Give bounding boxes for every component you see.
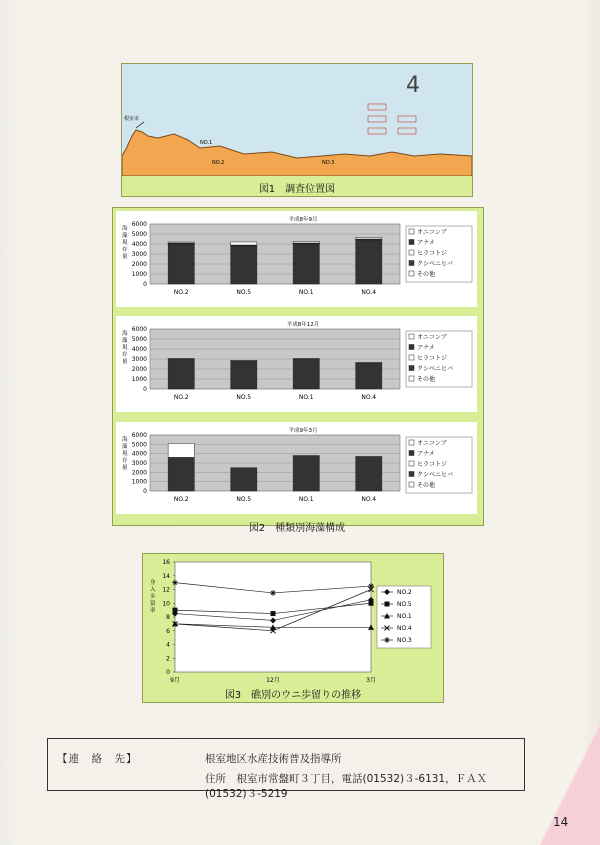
legend-swatch	[409, 366, 414, 371]
contact-address: 住所 根室市常盤町３丁目，電話(01532)３-6131，ＦＡＸ(01532)３-5219	[205, 773, 488, 800]
y-tick-label: 2000	[131, 366, 147, 373]
bar-segment	[168, 244, 194, 284]
y-tick-label: 3000	[131, 460, 147, 467]
bar-segment	[168, 242, 194, 243]
y-tick-label: 4000	[131, 346, 147, 353]
y-axis-label-char: 歩	[150, 594, 156, 600]
figure2-caption: 図2 種類別海藻構成	[248, 523, 346, 534]
y-tick-label: 12	[162, 586, 170, 594]
y-axis-label-char: 現	[122, 240, 128, 246]
bar-segment	[231, 246, 257, 284]
bar-segment	[231, 468, 257, 491]
y-axis-label-char: 海	[122, 226, 128, 232]
legend-swatch	[409, 334, 414, 339]
figure1-panel	[121, 63, 473, 197]
legend-swatch	[409, 229, 414, 234]
x-tick-label: NO.5	[236, 496, 252, 503]
legend-label: クシベニヒバ	[417, 365, 454, 373]
legend-label: NO.5	[397, 601, 412, 608]
y-axis-label-char: 現	[122, 345, 128, 351]
bar-segment	[293, 359, 319, 360]
legend-label: その他	[417, 271, 436, 278]
line-marker	[271, 611, 276, 616]
bar-chart-title: 平成9年3月	[288, 428, 318, 434]
legend-label: アナメ	[417, 344, 435, 352]
legend-label: その他	[417, 482, 436, 489]
x-tick-label: NO.2	[173, 496, 189, 503]
survey-location-map	[122, 64, 472, 176]
legend-swatch	[409, 271, 414, 276]
legend-label: ヒラコトジ	[417, 355, 448, 362]
x-tick-label: NO.4	[361, 394, 377, 401]
x-tick-label: NO.5	[236, 394, 252, 401]
legend-swatch	[409, 345, 414, 350]
y-axis-label-char: 量	[122, 465, 128, 471]
x-tick-label: 9月	[170, 677, 180, 684]
x-tick-label: NO.1	[298, 289, 314, 296]
y-tick-label: 8	[166, 614, 170, 621]
legend-label: クシベニヒバ	[417, 471, 454, 479]
y-tick-label: 6000	[131, 432, 147, 439]
legend-label: アナメ	[417, 450, 435, 458]
bar-segment	[293, 242, 319, 244]
bar-segment	[293, 244, 319, 284]
y-tick-label: 1000	[131, 478, 147, 486]
contact-label: 【連 絡 先】	[57, 753, 138, 765]
y-tick-label: 16	[162, 559, 170, 566]
map-label-no2: NO.2	[212, 160, 225, 166]
y-axis-label-char: 率	[150, 608, 156, 614]
y-tick-label: 3000	[131, 356, 147, 363]
legend-label: その他	[417, 376, 436, 383]
figure3-caption: 図3 礁別のウニ歩留りの推移	[224, 690, 362, 701]
bar-segment	[356, 238, 382, 240]
bar-segment	[231, 361, 257, 362]
x-tick-label: NO.4	[361, 496, 377, 503]
y-tick-label: 4000	[131, 450, 147, 458]
x-tick-label: NO.5	[236, 289, 252, 296]
bar-chart-3	[116, 422, 477, 514]
y-tick-label: 5000	[131, 441, 147, 449]
legend-swatch	[409, 451, 414, 456]
map-label-no3: NO.3	[322, 160, 335, 166]
bar-chart-2	[116, 316, 477, 412]
y-axis-label-char: 身	[150, 580, 156, 586]
y-tick-label: 0	[166, 669, 170, 676]
y-axis-label-char: 藻	[122, 233, 128, 239]
legend-swatch	[409, 355, 414, 360]
legend-label: オニコンブ	[417, 334, 447, 341]
bar-segment	[168, 457, 194, 491]
y-tick-label: 1000	[131, 271, 147, 278]
bar-chart-panel-3	[116, 422, 477, 514]
bar-segment	[231, 361, 257, 389]
contact-office-name: 根室地区水産技術普及指導所	[205, 753, 342, 765]
legend-swatch	[409, 440, 414, 445]
bar-segment	[168, 359, 194, 360]
bar-segment	[231, 242, 257, 245]
contact-box	[47, 738, 525, 800]
y-tick-label: 1000	[131, 376, 147, 383]
y-axis-label-char: 藻	[122, 338, 128, 344]
bar-chart-panel-2	[116, 316, 477, 412]
y-axis-label-char: 存	[122, 458, 128, 464]
line-marker	[173, 608, 178, 613]
legend-swatch	[409, 240, 414, 245]
y-tick-label: 2000	[131, 261, 147, 268]
map-label-city: 根室市	[124, 116, 140, 122]
legend-swatch	[409, 482, 414, 487]
bar-segment	[356, 363, 382, 389]
x-tick-label: NO.4	[361, 289, 377, 296]
bar-segment	[168, 359, 194, 389]
bar-segment	[356, 240, 382, 284]
y-axis-label-char: 存	[122, 352, 128, 358]
legend-label: NO.1	[397, 613, 412, 620]
y-tick-label: 5000	[131, 336, 147, 343]
bar-segment	[293, 359, 319, 389]
figure3-panel	[142, 553, 444, 703]
figure1-caption: 図1 調査位置図	[258, 184, 336, 195]
x-tick-label: NO.2	[173, 289, 189, 296]
legend-label: アナメ	[417, 239, 435, 247]
y-tick-label: 5000	[131, 231, 147, 238]
bar-chart-panel-1	[116, 211, 477, 307]
legend-swatch	[409, 250, 414, 255]
y-tick-label: 4000	[131, 241, 147, 248]
y-axis-label-char: 海	[122, 331, 128, 337]
legend-label: NO.4	[397, 625, 412, 632]
legend-swatch	[409, 376, 414, 381]
legend-label: オニコンブ	[417, 229, 447, 236]
legend-label: NO.2	[397, 589, 412, 596]
bar-chart-1	[116, 211, 477, 307]
legend-label: ヒラコトジ	[417, 461, 448, 468]
y-axis-label-char: 入	[150, 587, 156, 593]
map-corner-mark: 4	[406, 73, 420, 98]
page-number: 14	[553, 815, 569, 829]
y-tick-label: 3000	[131, 251, 147, 258]
legend-label: オニコンブ	[417, 440, 447, 447]
bar-segment	[356, 363, 382, 364]
y-tick-label: 6	[166, 627, 170, 635]
plot-area	[175, 562, 371, 672]
line-marker	[369, 601, 374, 606]
x-tick-label: NO.1	[298, 394, 314, 401]
legend-label: ヒラコトジ	[417, 250, 448, 257]
y-tick-label: 2000	[131, 469, 147, 477]
y-axis-label-char: 存	[122, 247, 128, 253]
bar-chart-title: 平成8年9月	[288, 217, 318, 223]
bar-segment	[168, 443, 194, 457]
y-axis-label-char: 現	[122, 451, 128, 457]
y-axis-label-char: 量	[122, 254, 128, 260]
line-marker	[385, 602, 390, 607]
y-axis-label-char: 留	[150, 601, 156, 607]
legend-swatch	[409, 261, 414, 266]
y-axis-label-char: 海	[122, 437, 128, 443]
x-tick-label: NO.2	[173, 394, 189, 401]
legend-swatch	[409, 461, 414, 466]
y-axis-label-char: 量	[122, 359, 128, 365]
y-tick-label: 0	[143, 281, 147, 288]
y-tick-label: 4	[166, 641, 170, 649]
y-tick-label: 10	[162, 600, 170, 608]
x-tick-label: 12月	[266, 677, 280, 684]
y-tick-label: 2	[166, 655, 170, 663]
line-chart	[143, 554, 443, 684]
legend-label: NO.3	[397, 637, 412, 644]
y-tick-label: 6000	[131, 326, 147, 333]
legend-label: クシベニヒバ	[417, 260, 454, 268]
y-tick-label: 0	[143, 488, 147, 495]
bar-segment	[356, 456, 382, 491]
x-tick-label: NO.1	[298, 496, 314, 503]
bar-segment	[293, 456, 319, 491]
map-label-no1: NO.1	[200, 140, 213, 146]
y-tick-label: 0	[143, 386, 147, 393]
y-axis-label-char: 藻	[122, 444, 128, 450]
bar-chart-title: 平成8年12月	[286, 322, 320, 328]
x-tick-label: 3月	[366, 677, 376, 684]
y-tick-label: 14	[162, 572, 170, 580]
pink-corner-decoration	[540, 725, 600, 845]
y-tick-label: 6000	[131, 221, 147, 228]
legend-swatch	[409, 472, 414, 477]
